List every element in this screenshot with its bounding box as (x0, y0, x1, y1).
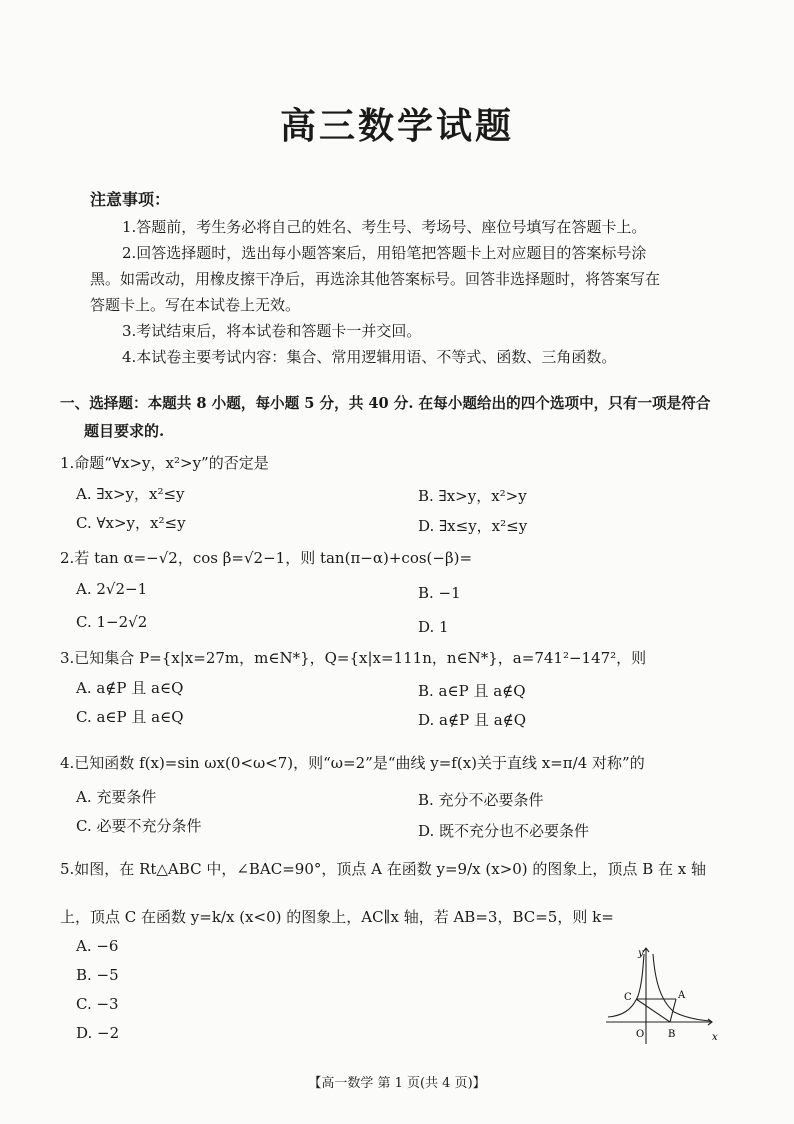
section-heading-cont: 题目要求的. (84, 422, 165, 440)
q5-option-a[interactable]: A. −6 (76, 937, 119, 955)
q3-option-c[interactable]: C. a∈P 且 a∈Q (76, 708, 184, 726)
page-title: 高三数学试题 (279, 105, 514, 147)
notice-item: 答题卡上。写在本试卷上无效。 (90, 296, 301, 314)
label-b: B (668, 1029, 676, 1040)
q4-option-b[interactable]: B. 充分不必要条件 (418, 791, 544, 809)
label-a: A (678, 990, 686, 1001)
notice-item: 3.考试结束后，将本试卷和答题卡一并交回。 (122, 322, 422, 340)
notice-item: 2.回答选择题时，选出每小题答案后，用铅笔把答题卡上对应题目的答案标号涂 (122, 244, 647, 262)
question-5-stem-cont: 上，顶点 C 在函数 y=k/x (x<0) 的图象上，AC∥x 轴，若 AB=3，BC=5，则 k= (60, 908, 614, 926)
q5-option-c[interactable]: C. −3 (76, 995, 119, 1013)
label-x: x (712, 1032, 718, 1043)
q3-option-d[interactable]: D. a∉P 且 a∉Q (418, 711, 527, 729)
page-footer: 【高一数学 第 1 页(共 4 页)】 (308, 1076, 486, 1091)
q1-option-c[interactable]: C. ∀x>y，x²≤y (76, 514, 186, 532)
q2-option-d[interactable]: D. 1 (418, 618, 449, 636)
q4-option-a[interactable]: A. 充要条件 (76, 788, 157, 806)
label-c: C (624, 992, 632, 1003)
q1-option-d[interactable]: D. ∃x≤y，x²≤y (418, 517, 528, 535)
notice-item: 1.答题前，考生务必将自己的姓名、考生号、考场号、座位号填写在答题卡上。 (122, 218, 647, 236)
question-3-stem: 3.已知集合 P={x|x=27m，m∈N*}，Q={x|x=111n，n∈N*}，a=741²−147²，则 (60, 649, 647, 667)
notice-item: 黑。如需改动，用橡皮擦干净后，再选涂其他答案标号。回答非选择题时，将答案写在 (90, 270, 661, 288)
label-y: y (638, 948, 644, 959)
q2-option-a[interactable]: A. 2√2−1 (76, 580, 148, 598)
curve-k-over-x (608, 954, 644, 1017)
segment-cb (636, 999, 670, 1022)
notice-item: 4.本试卷主要考试内容：集合、常用逻辑用语、不等式、函数、三角函数。 (122, 348, 617, 366)
q3-option-a[interactable]: A. a∉P 且 a∈Q (76, 679, 184, 697)
question-2-stem: 2.若 tan α=−√2，cos β=√2−1，则 tan(π−α)+cos(−β)= (60, 549, 473, 567)
section-heading: 一、选择题：本题共 8 小题，每小题 5 分，共 40 分. 在每小题给出的四个选项中，只有一项是符合 (60, 395, 711, 412)
q5-figure (600, 940, 720, 1050)
label-o: O (636, 1029, 645, 1040)
q1-option-a[interactable]: A. ∃x>y，x²≤y (76, 485, 185, 503)
q5-option-b[interactable]: B. −5 (76, 966, 119, 984)
q4-option-d[interactable]: D. 既不充分也不必要条件 (418, 822, 590, 840)
q5-option-d[interactable]: D. −2 (76, 1024, 120, 1042)
q2-option-c[interactable]: C. 1−2√2 (76, 613, 148, 631)
notice-heading: 注意事项： (90, 190, 171, 209)
q2-option-b[interactable]: B. −1 (418, 584, 461, 602)
question-5-stem: 5.如图，在 Rt△ABC 中，∠BAC=90°，顶点 A 在函数 y=9/x (x>0) 的图象上，顶点 B 在 x 轴 (60, 860, 706, 878)
segment-ab (670, 999, 676, 1022)
q3-option-b[interactable]: B. a∈P 且 a∉Q (418, 682, 526, 700)
question-4-stem: 4.已知函数 f(x)=sin ωx(0<ω<7)，则“ω=2”是“曲线 y=f(x)关于直线 x=π/4 对称”的 (60, 754, 645, 772)
q1-option-b[interactable]: B. ∃x>y，x²>y (418, 487, 527, 505)
question-1-stem: 1.命题“∀x>y，x²>y”的否定是 (60, 454, 269, 472)
curve-9-over-x (653, 954, 710, 1021)
q4-option-c[interactable]: C. 必要不充分条件 (76, 817, 202, 835)
